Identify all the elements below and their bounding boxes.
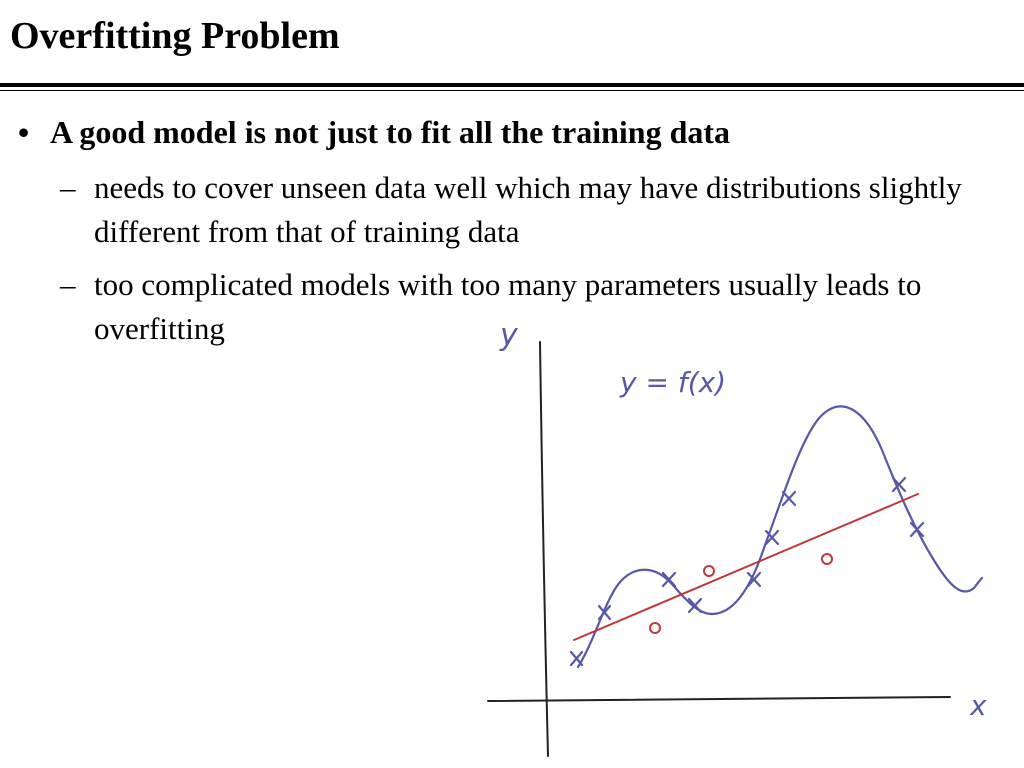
bullet-marker: • — [18, 114, 30, 150]
slide-title: Overfitting Problem — [10, 15, 340, 57]
x-axis-label: x — [970, 689, 987, 722]
x-axis — [488, 697, 950, 701]
training-point — [689, 599, 701, 612]
sub-bullet-1-text: needs to cover unseen data well which may have distributions slightly different from that of training data — [94, 170, 962, 249]
function-label: y = f(x) — [620, 366, 727, 399]
training-point — [663, 573, 675, 586]
unseen-point — [650, 623, 660, 633]
unseen-point — [704, 566, 714, 576]
training-point — [571, 652, 582, 665]
training-point — [783, 492, 795, 505]
y-axis — [540, 342, 548, 756]
dash-marker: – — [60, 170, 76, 205]
linear-fit-line — [574, 494, 918, 640]
dash-marker: – — [60, 267, 76, 302]
training-point — [911, 523, 923, 536]
overfit-curve — [578, 406, 982, 667]
unseen-point — [822, 554, 832, 564]
main-bullet-text: A good model is not just to fit all the training data — [50, 114, 731, 150]
sub-bullet-2-text: too complicated models with too many parameters usually leads to overfitting — [94, 267, 922, 346]
y-axis-label: y — [500, 318, 518, 353]
training-points — [571, 478, 923, 665]
